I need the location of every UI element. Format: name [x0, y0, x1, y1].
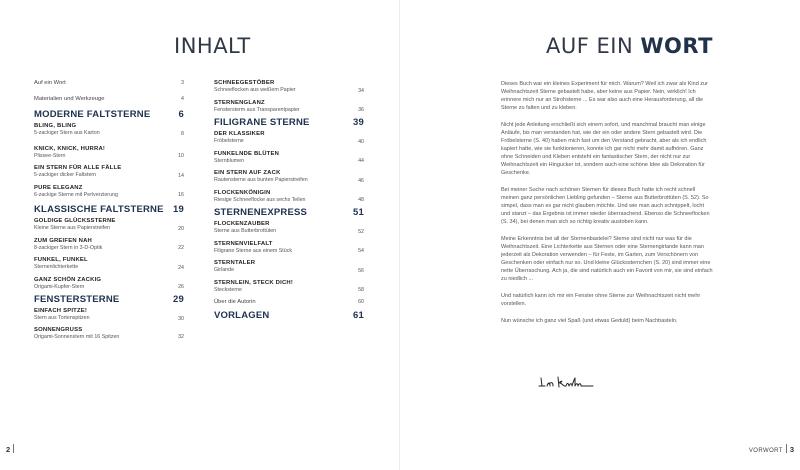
toc-page-number: 3: [181, 80, 184, 86]
toc-entry-title: FUNKEL, FUNKEL: [34, 257, 88, 263]
toc-entry-title: FLOCKENKÖNIGIN: [214, 189, 271, 196]
toc-entry: [34, 123, 184, 137]
toc-page-number: 56: [358, 267, 364, 274]
toc-entry-description: Fröbelsterne: [214, 138, 244, 144]
page-number-left: [6, 444, 17, 454]
toc-entry: [214, 299, 364, 306]
toc-entry: [34, 277, 184, 291]
toc-page-number: 48: [358, 197, 364, 203]
toc-entry-description: Sternblumen: [214, 157, 245, 164]
page-number: 2: [6, 445, 11, 454]
toc-page-number: 16: [178, 192, 184, 198]
toc-page-number: 22: [178, 245, 184, 251]
toc-page-number: 20: [178, 225, 184, 232]
toc-column-1: [34, 80, 184, 340]
toc-entry-description: Stecksterne: [214, 286, 242, 293]
page-number: 3: [789, 445, 794, 454]
toc-entry-title: BLING, BLING: [34, 123, 77, 129]
toc-page-number: 4: [181, 96, 184, 102]
toc-entry-description: Fenstersterm aus Transparentpapier: [214, 106, 300, 113]
toc-page-number: 51: [353, 207, 364, 218]
toc-entry-title: STERNENGLANZ: [214, 99, 265, 106]
toc-entry: [214, 117, 364, 129]
folio-divider: [13, 444, 14, 453]
foreword-paragraph: Meine Erkenntnis bei all der Sternenbastelei? Sterne sind nicht nur was für die Weihnachtszeit. Eine Lichterkette aus Sternen oder eine Sternengirlande kann man jederzeit als Dekoration verwenden – für Feste, im Garten, zum Verschönern von Geschenken oder einfach nur so. Und kleine Glückssternchen (S. 20) sind immer eine nette Überraschung. Ach ja, die sind natürlich auch ein Favorit von mir, sie sind einfach zu niedlich ...: [501, 236, 713, 282]
toc-entry: [34, 185, 184, 199]
toc-entry: [214, 170, 364, 184]
page-number-right: [749, 444, 794, 454]
author-signature: [538, 374, 598, 390]
foreword-paragraph: Nun wünsche ich ganz viel Spaß (und etwas Geduld) beim Nachbasteln.: [501, 318, 678, 324]
toc-entry-title: Auf ein Wort: [34, 80, 66, 86]
toc-entry-description: Origami-Kupfer-Stern: [34, 283, 85, 290]
toc-entry-title: FUNKELNDE BLÜTEN: [214, 150, 280, 157]
toc-entry-description: Sternenlichterkette: [34, 264, 79, 270]
toc-entry: [34, 80, 184, 87]
right-page: [400, 0, 800, 470]
toc-page-number: 46: [358, 177, 364, 184]
toc-entry-description: Girlande: [214, 267, 235, 273]
toc-page-number: 19: [173, 204, 184, 215]
foreword-paragraph: Bei meiner Suche nach schönen Sternen für dieses Buch hatte ich recht schnell meinen ganz persönlichen Liebling gefunden – Sterne aus Butterbrottüten (S. 52). So simpel, dass man es gar nicht glauben möchte. Und wie man auch schnippelt, locht und stanzt – das Ergebnis ist immer wieder überraschend. Ebenso die Schneeflocken (S. 34), bei denen man sich so richtig kreativ austoben kann.: [501, 187, 710, 225]
toc-page-number: 6: [178, 109, 184, 120]
toc-entry: [214, 310, 364, 322]
toc-page-number: 26: [178, 284, 184, 290]
toc-entry-description: Origami-Sonnenstern mit 16 Spitzen: [34, 333, 120, 340]
toc-page-number: 54: [358, 248, 364, 254]
toc-entry-title: PURE ELEGANZ: [34, 184, 83, 191]
toc-entry-title: Über die Autorin: [214, 299, 256, 305]
toc-section-title: STERNENEXPRESS: [214, 207, 308, 218]
toc-title: INHALT: [174, 34, 251, 58]
toc-entry: [214, 280, 364, 294]
toc-entry-title: EINFACH SPITZE!: [34, 308, 88, 314]
toc-entry: [34, 257, 184, 271]
toc-entry: [34, 294, 184, 306]
toc-page-number: 40: [358, 138, 364, 145]
toc-entry: [34, 165, 184, 179]
toc-section-title: VORLAGEN: [214, 310, 270, 321]
toc-section-title: MODERNE FALTSTERNE: [34, 109, 151, 120]
toc-page-number: 8: [181, 130, 184, 137]
toc-entry-title: SONNENGRUSS: [34, 326, 83, 333]
toc-section-title: KLASSISCHE FALTSTERNE: [34, 204, 164, 215]
toc-entry: [214, 207, 364, 219]
toc-entry-description: Schneeflocken aus weißem Papier: [214, 87, 296, 93]
toc-page-number: 58: [358, 287, 364, 293]
toc-entry-title: STERNENVIELFALT: [214, 240, 273, 247]
toc-entry: [214, 151, 364, 165]
toc-entry-description: Kleine Sterne aus Papierstreifen: [34, 225, 110, 231]
toc-entry-title: DER KLASSIKER: [214, 131, 265, 137]
toc-entry-title: KNICK, KNICK, HURRA!: [34, 145, 106, 152]
toc-entry-title: GANZ SCHÖN ZACKIG: [34, 276, 102, 283]
toc-entry: [34, 109, 184, 121]
toc-entry-description: 5-zackiger Stern aus Karton: [34, 130, 100, 136]
foreword-text: [501, 80, 714, 334]
toc-entry: [214, 190, 364, 204]
toc-entry: [34, 146, 184, 160]
toc-entry-description: 8-zackiger Stern in 3-D-Optik: [34, 244, 103, 251]
folio-divider: [786, 444, 787, 453]
toc-entry-description: 6-zackige Sterne mit Perlverzierung: [34, 191, 118, 198]
foreword-paragraph: Dieses Buch war ein kleines Experiment für mich. Warum? Weil ich zwar als Kind zur Weihnachtszeit Sterne gebastelt habe, aber keine aus Papier. Nein, wirklich! Ich erinnere mich nur an Strohsterne ... Es war also auch eine Herausforderung, all die Sterne zu falten und zu kleben.: [501, 81, 708, 111]
toc-entry-description: Plissee-Stern: [34, 152, 66, 159]
toc-page-number: 10: [178, 153, 184, 159]
section-label: VORWORT: [748, 448, 783, 454]
toc-entry-description: Sterne aus Butterbrottüten: [214, 228, 277, 234]
toc-page-number: 36: [358, 107, 364, 113]
toc-entry: [34, 308, 184, 322]
toc-entry-title: GOLDIGE GLÜCKSSTERNE: [34, 218, 116, 224]
foreword-paragraph: Nicht jede Anleitung erschließt sich einem sofort, und manchmal braucht man einige Anläufe, bis man verstanden hat, wie der ein oder andere Stern gebastelt wird. Die Fröbelsterne (S. 40) haben mich fast um den Verstand gebracht, aber als ich endlich kapiert hatte, wie sie funktionieren, konnte ich gar nicht mehr damit aufhören. Ganz ohne Schneiden und Kleben entsteht ein fantastischer Stern, der nicht nur zur Weihnachtszeit ein Hingucker ist, sondern auch eine schöne Idee als Dekoration für Geschenke.: [501, 122, 707, 176]
foreword-title-bold: WORT: [640, 34, 713, 58]
toc-entry-title: EIN STERN AUF ZACK: [214, 170, 281, 176]
foreword-title-light: AUF EIN: [546, 34, 641, 58]
toc-entry-description: Rautensterne aus bunten Papierstreifen: [214, 177, 308, 183]
toc-entry-description: 5-zackiger dicker Faltstern: [34, 172, 97, 178]
toc-entry-title: Materialien und Werkzeuge: [34, 96, 105, 102]
toc-entry-title: STERNTALER: [214, 260, 256, 266]
toc-page-number: 39: [353, 117, 364, 128]
toc-entry-title: EIN STERN FÜR ALLE FÄLLE: [34, 165, 122, 171]
toc-entry-title: ZUM GREIFEN NAH: [34, 237, 92, 244]
toc-entry-description: Riesige Schneeflocke aus sechs Teilen: [214, 196, 306, 203]
toc-page-number: 30: [178, 315, 184, 322]
toc-entry: [214, 221, 364, 235]
toc-entry: [34, 218, 184, 232]
toc-entry-description: Stern aus Tortenspitzen: [34, 315, 90, 321]
toc-entry-description: Filigrane Sterne aus einem Stück: [214, 247, 293, 254]
toc-page-number: 52: [358, 228, 364, 235]
toc-section-title: FILIGRANE STERNE: [214, 117, 310, 128]
toc-page-number: 34: [358, 87, 364, 94]
toc-page-number: 61: [353, 310, 364, 321]
toc-entry: [214, 100, 364, 114]
toc-entry: [214, 241, 364, 255]
toc-entry-title: SCHNEEGESTÖBER: [214, 80, 275, 86]
toc-page-number: 29: [173, 294, 184, 305]
foreword-title: [546, 34, 713, 58]
toc-entry: [214, 260, 364, 274]
toc-page-number: 60: [358, 299, 364, 305]
toc-page-number: 44: [358, 158, 364, 164]
toc-page-number: 14: [178, 172, 184, 179]
toc-entry: [214, 80, 364, 94]
toc-entry: [34, 327, 184, 341]
toc-entry: [34, 238, 184, 252]
toc-page-number: 24: [178, 264, 184, 271]
toc-entry: [214, 131, 364, 145]
toc-entry: [34, 96, 184, 103]
foreword-paragraph: Und natürlich kann ich mir ein Fenster ohne Sterne zur Weihnachtszeit nicht mehr vorstellen.: [501, 293, 701, 307]
toc-entry: [34, 204, 184, 216]
toc-entry-title: FLOCKENZAUBER: [214, 221, 270, 227]
toc-entry-title: STERNLEIN, STECK DICH!: [214, 279, 294, 286]
toc-page-number: 32: [178, 334, 184, 340]
toc-column-2: [214, 80, 364, 322]
toc-section-title: FENSTERSTERNE: [34, 294, 120, 305]
